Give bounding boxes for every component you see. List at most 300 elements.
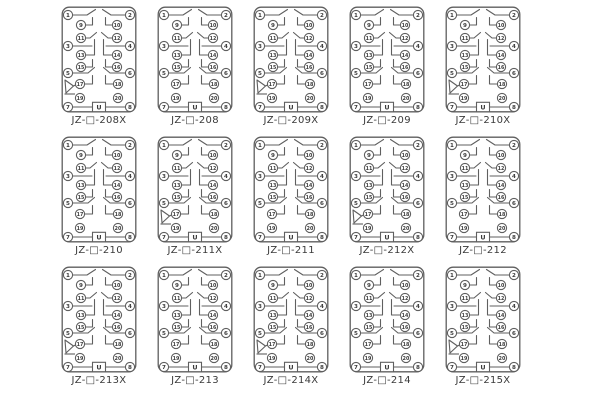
terminal-number: 14	[497, 184, 505, 189]
terminal-number: 4	[320, 44, 324, 50]
coil-label: U	[288, 363, 294, 372]
terminal-number: 1	[258, 273, 262, 279]
relay-socket-schematic	[156, 136, 234, 243]
contact-symbol	[374, 300, 383, 316]
diagram-label: JZ-□-214X	[263, 375, 319, 386]
terminal-number: 17	[76, 213, 84, 218]
terminal-number: 18	[402, 83, 410, 88]
socket-outline	[62, 267, 136, 372]
contact-symbol	[106, 60, 113, 68]
terminal-number: 10	[497, 154, 505, 159]
terminal-number: 17	[172, 343, 180, 348]
contact-symbol	[169, 270, 192, 276]
contact-symbol	[86, 170, 95, 186]
contact-symbol	[296, 40, 305, 56]
terminal-number: 10	[209, 154, 217, 159]
terminal-number: 10	[113, 154, 121, 159]
contact-symbol	[106, 320, 113, 328]
contact-symbol	[278, 278, 285, 286]
coil-label: U	[384, 233, 390, 242]
terminal-number: 18	[114, 343, 122, 348]
terminal-number: 13	[77, 184, 85, 189]
terminal-number: 5	[354, 71, 358, 77]
diagram-label: JZ-□-209X	[263, 115, 319, 126]
terminal-number: 8	[416, 105, 420, 111]
socket-outline	[62, 7, 136, 112]
terminal-number: 3	[354, 44, 358, 50]
contact-symbol	[182, 33, 193, 39]
contact-symbol	[374, 190, 381, 198]
terminal-number: 3	[450, 304, 454, 310]
relay-wiring-diagram	[348, 266, 426, 387]
terminal-number: 11	[173, 37, 181, 42]
contact-symbol	[470, 190, 477, 198]
terminal-number: 12	[497, 297, 505, 302]
relay-wiring-diagram	[156, 6, 234, 127]
terminal-number: 6	[416, 201, 420, 207]
contact-symbol	[361, 10, 384, 16]
contact-symbol	[490, 336, 498, 345]
contact-symbol	[102, 293, 113, 299]
contact-symbol	[106, 190, 113, 198]
contact-symbol	[296, 170, 305, 186]
terminal-number: 17	[460, 83, 468, 88]
relay-wiring-diagram	[252, 266, 330, 387]
contact-symbol	[487, 10, 510, 16]
terminal-number: 11	[365, 297, 373, 302]
terminal-number: 19	[460, 227, 468, 232]
contact-symbol	[102, 163, 113, 169]
terminal-number: 17	[268, 343, 276, 348]
terminal-number: 7	[66, 365, 70, 371]
terminal-number: 16	[113, 196, 121, 201]
relay-socket-schematic	[252, 266, 330, 373]
contact-symbol	[86, 293, 97, 299]
terminal-number: 19	[268, 357, 276, 362]
terminal-number: 6	[320, 201, 324, 207]
terminal-number: 11	[461, 37, 469, 42]
contact-symbol	[278, 170, 287, 186]
terminal-number: 8	[416, 235, 420, 241]
terminal-number: 18	[114, 83, 122, 88]
terminal-number: 11	[77, 37, 85, 42]
contact-symbol	[361, 270, 384, 276]
contact-symbol	[86, 278, 93, 286]
terminal-number: 5	[66, 71, 70, 77]
contact-symbol	[85, 76, 93, 85]
contact-symbol	[470, 300, 479, 316]
terminal-number: 3	[354, 304, 358, 310]
contact-symbol	[470, 163, 481, 169]
diagram-label: JZ-□-212	[459, 245, 507, 256]
terminal-number: 14	[497, 314, 505, 319]
terminal-number: 16	[497, 196, 505, 201]
socket-outline	[158, 7, 232, 112]
contact-symbol	[106, 278, 113, 286]
contact-symbol	[278, 18, 285, 26]
diagram-label: JZ-□-211X	[167, 245, 223, 256]
coil-label: U	[384, 363, 390, 372]
terminal-number: 16	[401, 196, 409, 201]
contact-symbol	[470, 320, 477, 328]
terminal-number: 1	[258, 13, 262, 19]
terminal-number: 17	[460, 213, 468, 218]
terminal-number: 10	[113, 284, 121, 289]
diagram-label: JZ-□-213X	[71, 375, 127, 386]
socket-outline	[446, 267, 520, 372]
terminal-number: 15	[461, 326, 469, 331]
terminal-number: 7	[162, 235, 166, 241]
terminal-number: 2	[320, 273, 324, 279]
terminal-number: 4	[320, 174, 324, 180]
diagram-label: JZ-□-212X	[359, 245, 415, 256]
terminal-number: 19	[460, 357, 468, 362]
terminal-number: 5	[66, 201, 70, 207]
contact-symbol	[199, 270, 222, 276]
terminal-number: 2	[512, 273, 516, 279]
terminal-number: 13	[461, 54, 469, 59]
contact-symbol	[394, 148, 401, 156]
contact-symbol	[469, 76, 477, 85]
terminal-number: 2	[320, 143, 324, 149]
terminal-number: 19	[460, 97, 468, 102]
terminal-number: 3	[66, 304, 70, 310]
terminal-number: 13	[173, 314, 181, 319]
terminal-number: 8	[512, 105, 516, 111]
terminal-number: 7	[258, 365, 262, 371]
contact-symbol	[265, 10, 288, 16]
terminal-number: 12	[209, 297, 217, 302]
terminal-number: 6	[320, 71, 324, 77]
terminal-number: 1	[66, 143, 70, 149]
terminal-number: 20	[498, 227, 506, 232]
terminal-number: 19	[268, 97, 276, 102]
contact-symbol	[470, 170, 479, 186]
terminal-number: 3	[450, 174, 454, 180]
terminal-number: 10	[209, 284, 217, 289]
terminal-number: 16	[305, 196, 313, 201]
terminal-number: 1	[162, 143, 166, 149]
terminal-number: 11	[269, 297, 277, 302]
contact-symbol	[278, 33, 289, 39]
terminal-number: 4	[416, 174, 420, 180]
diagram-grid	[60, 6, 522, 387]
terminal-number: 5	[258, 331, 262, 337]
terminal-number: 11	[365, 37, 373, 42]
terminal-number: 6	[416, 71, 420, 77]
terminal-number: 18	[402, 343, 410, 348]
contact-symbol	[106, 148, 113, 156]
signal-flag-icon	[449, 80, 458, 93]
terminal-number: 6	[224, 331, 228, 337]
contact-symbol	[103, 140, 126, 146]
terminal-number: 19	[364, 227, 372, 232]
terminal-number: 1	[450, 13, 454, 19]
terminal-number: 12	[305, 37, 313, 42]
terminal-number: 7	[258, 235, 262, 241]
terminal-number: 11	[269, 37, 277, 42]
terminal-number: 14	[401, 184, 409, 189]
contact-symbol	[86, 18, 93, 26]
terminal-number: 11	[365, 167, 373, 172]
terminal-number: 20	[210, 357, 218, 362]
terminal-number: 15	[365, 196, 373, 201]
contact-symbol	[182, 170, 191, 186]
relay-socket-schematic	[60, 6, 138, 113]
socket-outline	[62, 137, 136, 242]
contact-symbol	[73, 140, 96, 146]
terminal-number: 6	[224, 71, 228, 77]
socket-outline	[446, 137, 520, 242]
contact-symbol	[391, 10, 414, 16]
terminal-number: 13	[461, 184, 469, 189]
terminal-number: 6	[320, 331, 324, 337]
contact-symbol	[470, 40, 479, 56]
terminal-number: 3	[258, 174, 262, 180]
contact-symbol	[488, 300, 497, 316]
contact-symbol	[392, 40, 401, 56]
contact-symbol	[394, 206, 402, 215]
terminal-number: 11	[269, 167, 277, 172]
contact-symbol	[470, 18, 477, 26]
terminal-number: 14	[497, 54, 505, 59]
contact-symbol	[182, 293, 193, 299]
terminal-number: 12	[209, 37, 217, 42]
terminal-number: 13	[77, 54, 85, 59]
terminal-number: 13	[365, 184, 373, 189]
contact-symbol	[85, 336, 93, 345]
contact-symbol	[374, 170, 383, 186]
diagram-label: JZ-□-210X	[455, 115, 511, 126]
terminal-number: 8	[128, 105, 132, 111]
terminal-number: 17	[172, 213, 180, 218]
contact-symbol	[470, 293, 481, 299]
coil-label: U	[384, 103, 390, 112]
contact-symbol	[374, 33, 385, 39]
relay-wiring-diagram	[60, 266, 138, 387]
terminal-number: 20	[114, 357, 122, 362]
terminal-number: 4	[128, 44, 132, 50]
coil-label: U	[288, 233, 294, 242]
contact-symbol	[86, 60, 93, 68]
terminal-number: 13	[269, 54, 277, 59]
terminal-number: 10	[209, 24, 217, 29]
contact-symbol	[277, 336, 285, 345]
terminal-number: 9	[175, 23, 179, 29]
terminal-number: 18	[210, 83, 218, 88]
contact-symbol	[374, 18, 381, 26]
terminal-number: 7	[162, 105, 166, 111]
coil-label: U	[96, 103, 102, 112]
contact-symbol	[298, 206, 306, 215]
contact-symbol	[490, 206, 498, 215]
terminal-number: 18	[306, 213, 314, 218]
contact-symbol	[295, 10, 318, 16]
terminal-number: 8	[320, 365, 324, 371]
terminal-number: 4	[224, 44, 228, 50]
terminal-number: 6	[128, 201, 132, 207]
terminal-number: 3	[66, 174, 70, 180]
terminal-number: 15	[173, 196, 181, 201]
relay-socket-schematic	[156, 6, 234, 113]
terminal-number: 7	[162, 365, 166, 371]
terminal-number: 7	[450, 105, 454, 111]
terminal-number: 19	[364, 97, 372, 102]
contact-symbol	[374, 148, 381, 156]
contact-symbol	[198, 293, 209, 299]
contact-symbol	[470, 148, 477, 156]
diagram-label: JZ-□-208	[171, 115, 219, 126]
relay-socket-schematic	[252, 136, 330, 243]
relay-wiring-diagram	[156, 266, 234, 387]
contact-symbol	[374, 278, 381, 286]
contact-symbol	[470, 33, 481, 39]
terminal-number: 17	[76, 343, 84, 348]
terminal-number: 9	[463, 153, 467, 159]
terminal-number: 19	[172, 357, 180, 362]
terminal-number: 9	[175, 283, 179, 289]
terminal-number: 3	[450, 44, 454, 50]
contact-symbol	[200, 40, 209, 56]
contact-symbol	[457, 140, 480, 146]
terminal-number: 14	[209, 314, 217, 319]
contact-symbol	[181, 336, 189, 345]
contact-symbol	[298, 148, 305, 156]
contact-symbol	[295, 140, 318, 146]
terminal-number: 3	[66, 44, 70, 50]
terminal-number: 17	[172, 83, 180, 88]
terminal-number: 9	[367, 283, 371, 289]
terminal-number: 1	[450, 143, 454, 149]
relay-socket-schematic	[444, 266, 522, 373]
terminal-number: 2	[224, 13, 228, 19]
terminal-number: 16	[305, 326, 313, 331]
terminal-number: 10	[497, 284, 505, 289]
contact-symbol	[391, 140, 414, 146]
terminal-number: 18	[114, 213, 122, 218]
contact-symbol	[278, 293, 289, 299]
contact-symbol	[86, 163, 97, 169]
terminal-number: 10	[497, 24, 505, 29]
terminal-number: 17	[268, 213, 276, 218]
contact-symbol	[457, 270, 480, 276]
terminal-number: 12	[305, 167, 313, 172]
terminal-number: 13	[461, 314, 469, 319]
terminal-number: 19	[268, 227, 276, 232]
contact-symbol	[182, 60, 189, 68]
contact-symbol	[104, 300, 113, 316]
contact-symbol	[470, 278, 477, 286]
terminal-number: 9	[463, 23, 467, 29]
terminal-number: 12	[113, 167, 121, 172]
contact-symbol	[394, 320, 401, 328]
terminal-number: 2	[416, 273, 420, 279]
contact-symbol	[294, 163, 305, 169]
terminal-number: 11	[461, 297, 469, 302]
socket-outline	[158, 267, 232, 372]
terminal-number: 3	[162, 304, 166, 310]
contact-symbol	[182, 40, 191, 56]
terminal-number: 19	[76, 357, 84, 362]
terminal-number: 20	[210, 227, 218, 232]
contact-symbol	[457, 10, 480, 16]
contact-symbol	[374, 293, 385, 299]
terminal-number: 20	[306, 227, 314, 232]
terminal-number: 14	[209, 54, 217, 59]
signal-flag-icon	[353, 210, 362, 223]
contact-symbol	[106, 336, 114, 345]
terminal-number: 6	[128, 331, 132, 337]
relay-wiring-diagram	[348, 6, 426, 127]
contact-symbol	[374, 320, 381, 328]
signal-flag-icon	[65, 80, 74, 93]
socket-outline	[254, 267, 328, 372]
contact-symbol	[373, 336, 381, 345]
terminal-number: 17	[364, 83, 372, 88]
contact-symbol	[278, 163, 289, 169]
terminal-number: 16	[209, 326, 217, 331]
diagram-label: JZ-□-209	[363, 115, 411, 126]
terminal-number: 10	[401, 284, 409, 289]
terminal-number: 10	[305, 154, 313, 159]
contact-symbol	[102, 33, 113, 39]
terminal-number: 15	[173, 326, 181, 331]
terminal-number: 2	[416, 13, 420, 19]
contact-symbol	[106, 206, 114, 215]
terminal-number: 19	[76, 97, 84, 102]
terminal-number: 12	[497, 37, 505, 42]
terminal-number: 6	[512, 71, 516, 77]
terminal-number: 18	[402, 213, 410, 218]
terminal-number: 19	[364, 357, 372, 362]
terminal-number: 1	[354, 13, 358, 19]
terminal-number: 20	[498, 97, 506, 102]
contact-symbol	[198, 33, 209, 39]
contact-symbol	[392, 170, 401, 186]
contact-symbol	[278, 60, 285, 68]
contact-symbol	[182, 320, 189, 328]
socket-outline	[350, 267, 424, 372]
terminal-number: 8	[128, 365, 132, 371]
terminal-number: 9	[79, 153, 83, 159]
contact-symbol	[487, 140, 510, 146]
terminal-number: 1	[258, 143, 262, 149]
terminal-number: 18	[498, 213, 506, 218]
contact-symbol	[169, 10, 192, 16]
relay-socket-schematic	[444, 136, 522, 243]
terminal-number: 16	[305, 66, 313, 71]
terminal-number: 12	[401, 297, 409, 302]
terminal-number: 14	[305, 54, 313, 59]
contact-symbol	[104, 40, 113, 56]
terminal-number: 15	[269, 196, 277, 201]
contact-symbol	[392, 300, 401, 316]
contact-symbol	[374, 60, 381, 68]
terminal-number: 9	[79, 23, 83, 29]
terminal-number: 15	[77, 196, 85, 201]
relay-socket-schematic	[156, 266, 234, 373]
terminal-number: 17	[364, 213, 372, 218]
contact-symbol	[294, 293, 305, 299]
terminal-number: 1	[162, 13, 166, 19]
contact-symbol	[294, 33, 305, 39]
contact-symbol	[181, 206, 189, 215]
relay-socket-schematic	[348, 136, 426, 243]
terminal-number: 16	[497, 326, 505, 331]
contact-symbol	[298, 60, 305, 68]
terminal-number: 1	[354, 143, 358, 149]
contact-symbol	[202, 76, 210, 85]
